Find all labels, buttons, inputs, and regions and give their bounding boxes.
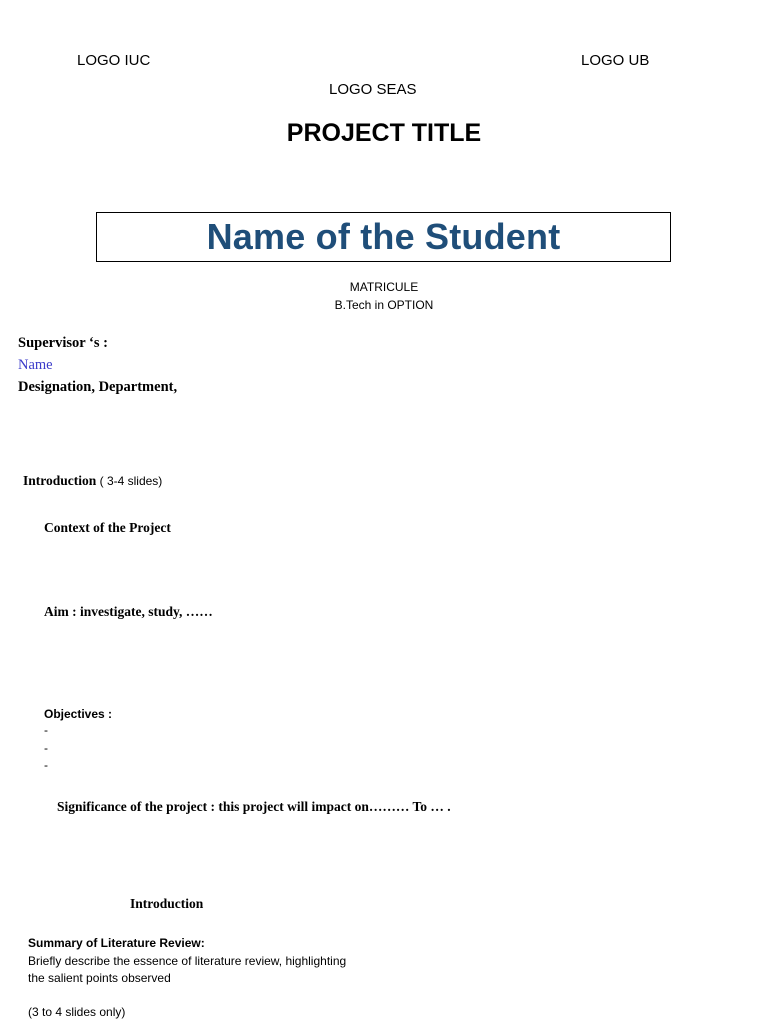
literature-review-note: (3 to 4 slides only) <box>28 1005 126 1019</box>
student-name-box <box>96 212 671 262</box>
objectives-heading: Objectives : <box>44 707 113 721</box>
introduction-heading-2: Introduction <box>130 896 204 911</box>
degree: B.Tech in OPTION <box>334 298 434 312</box>
matricule: MATRICULE <box>349 280 419 294</box>
context-heading: Context of the Project <box>44 520 171 535</box>
supervisor-name: Name <box>18 357 53 373</box>
logo-iuc-placeholder: LOGO IUC <box>77 52 151 69</box>
supervisor-designation: Designation, Department, <box>18 379 178 395</box>
objective-item: - <box>44 758 48 772</box>
logo-seas-placeholder: LOGO SEAS <box>329 81 417 98</box>
literature-review-heading: Summary of Literature Review: <box>28 936 205 950</box>
supervisor-label: Supervisor ‘s : <box>18 335 108 351</box>
objective-item: - <box>44 723 48 737</box>
introduction-note: ( 3-4 slides) <box>96 474 163 488</box>
objective-item: - <box>44 741 48 755</box>
introduction-heading <box>23 473 162 489</box>
significance-line: Significance of the project : this project will impact on……… To … . <box>57 799 451 814</box>
literature-review-line: the salient points observed <box>28 971 171 985</box>
project-title: PROJECT TITLE <box>286 119 482 147</box>
introduction-label: Introduction <box>23 473 97 488</box>
logo-ub-placeholder: LOGO UB <box>581 52 650 69</box>
literature-review-line: Briefly describe the essence of literature review, highlighting <box>28 954 347 968</box>
student-name: Name of the Student <box>206 216 561 257</box>
aim-line: Aim : investigate, study, …… <box>44 604 213 619</box>
